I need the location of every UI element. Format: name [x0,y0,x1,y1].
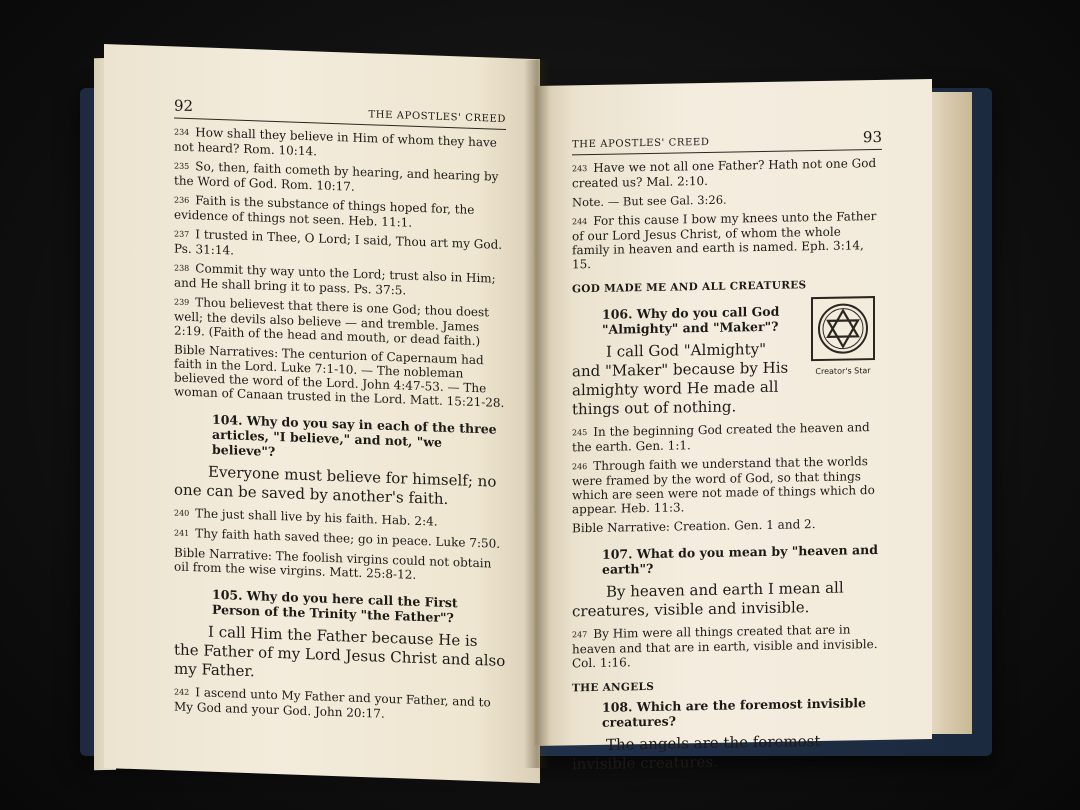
verse-number: 242 [174,687,190,697]
verse-text: Have we not all one Father? Hath not one God created us? Mal. 2:10. [572,156,877,191]
verse-text: Faith is the substance of things hoped for, the evidence of things not seen. Heb. 11:1. [174,193,475,230]
verse [572,209,882,271]
bible-narrative: Bible Narrative: The foolish virgins could not obtain oil from the wise virgins. Matt. 25:8-12. [174,545,492,582]
verse-number: 236 [174,195,190,205]
verse-number: 237 [174,229,190,239]
question-104: 104. Why do you say in each of the three articles, "I believe," and not, "we believe"? [212,411,497,459]
answer-108: The angels are the foremost invisible creatures. [572,732,821,774]
verse [572,420,882,454]
star-of-david-icon [816,301,870,356]
verse [174,158,506,199]
verse [174,684,506,725]
verse-number: 245 [572,428,588,438]
verse-text: So, then, faith cometh by hearing, and hearing by the Word of God. Rom. 10:17. [174,159,499,194]
question-107: 107. What do you mean by "heaven and earth"? [602,541,878,577]
verse-number: 244 [572,217,588,227]
bible-narrative: Bible Narrative: Creation. Gen. 1 and 2. [572,517,816,536]
verse-text: By Him were all things created that are in heaven and that are in earth, visible and invisible. Col. 1:16. [572,622,878,671]
verse [572,156,882,190]
right-page-header [572,128,882,155]
page-edges-right [926,92,972,734]
question-105: 105. Why do you here call the First Person of the Trinity "the Father"? [212,586,458,626]
section-heading: THE ANGELS [572,680,655,695]
running-head: THE APOSTLES' CREED [368,109,506,126]
verse [174,260,506,301]
section-heading: GOD MADE ME AND ALL CREATURES [572,279,807,296]
verse [572,622,882,670]
verse [572,454,882,516]
verse-text: Thou believest that there is one God; thou doest well; the devils also believe — and tremble. James 2:19. (Faith of the head and mouth, or dead faith.) [174,295,489,349]
verse-number: 235 [174,161,190,171]
verse-list [174,505,506,552]
verse-list [572,622,882,670]
verse-list [572,420,882,516]
verse-number: 247 [572,630,588,640]
verse-text: The just shall live by his faith. Hab. 2:4. [195,506,438,529]
verse [174,294,506,349]
verse-text: I trusted in Thee, O Lord; I said, Thou art my God. Ps. 31:14. [174,227,503,258]
answer-107: By heaven and earth I mean all creatures, visible and invisible. [572,578,844,621]
answer-106: I call God "Almighty" and "Maker" because by His almighty word He made all things out of nothing. [572,339,789,419]
page-number: 92 [174,96,194,116]
right-page [534,79,932,774]
running-head: THE APOSTLES' CREED [572,136,710,151]
left-page [104,44,540,783]
left-page-header [174,96,506,130]
verse [174,192,506,233]
verse-text: I ascend unto My Father and your Father, and to My God and your God. John 20:17. [174,685,491,721]
verse-text: Through faith we understand that the worlds were framed by the word of God, so that things which are seen were not made of things which do appear. Heb. 11:3. [572,454,875,517]
question-106: 106. Why do you call God "Almighty" and "Maker"? [602,303,780,337]
verse-text: Commit thy way unto the Lord; trust also in Him; and He shall bring it to pass. Ps. 37:5. [174,261,496,298]
verse-number: 243 [572,164,588,174]
verse-number: 238 [174,263,190,273]
verse-number: 240 [174,508,190,518]
creators-star-figure [804,296,882,376]
verse-text: How shall they believe in Him of whom they have not heard? Rom. 10:14. [174,125,497,159]
answer-105: I call Him the Father because He is the Father of my Lord Jesus Christ and also my Father. [174,622,506,681]
verse-list [572,156,882,190]
answer-104: Everyone must believe for himself; no one can be saved by another's faith. [174,462,497,509]
bible-narratives: Bible Narratives: The centurion of Capernaum had faith in the Lord. Luke 7:1-10. — The nobleman believed the word of the Lord. John 4:47-53. — The woman of Canaan trusted in the Lord. Matt. 15:21-28. [174,342,505,410]
page-number: 93 [862,127,882,147]
verse [174,124,506,165]
verse-list [174,684,506,725]
book-gutter [524,60,550,768]
verse-text: In the beginning God created the heaven and the earth. Gen. 1:1. [572,420,870,455]
star-caption: Creator's Star [815,366,871,377]
verse-list [174,124,506,349]
verse-number: 246 [572,462,588,472]
question-108: 108. Which are the foremost invisible creatures? [602,695,866,730]
verse-number: 241 [174,528,190,538]
verse-number: 234 [174,127,190,137]
note: Note. — But see Gal. 3:26. [572,192,727,210]
verse-number: 239 [174,297,190,307]
star-frame [811,296,875,361]
verse-list [572,209,882,271]
verse [174,226,506,267]
verse-text: Thy faith hath saved thee; go in peace. Luke 7:50. [195,526,501,551]
verse-text: For this cause I bow my knees unto the Father of our Lord Jesus Christ, of whom the whole family in heaven and earth is named. Eph. 3:14, 15. [572,209,877,272]
